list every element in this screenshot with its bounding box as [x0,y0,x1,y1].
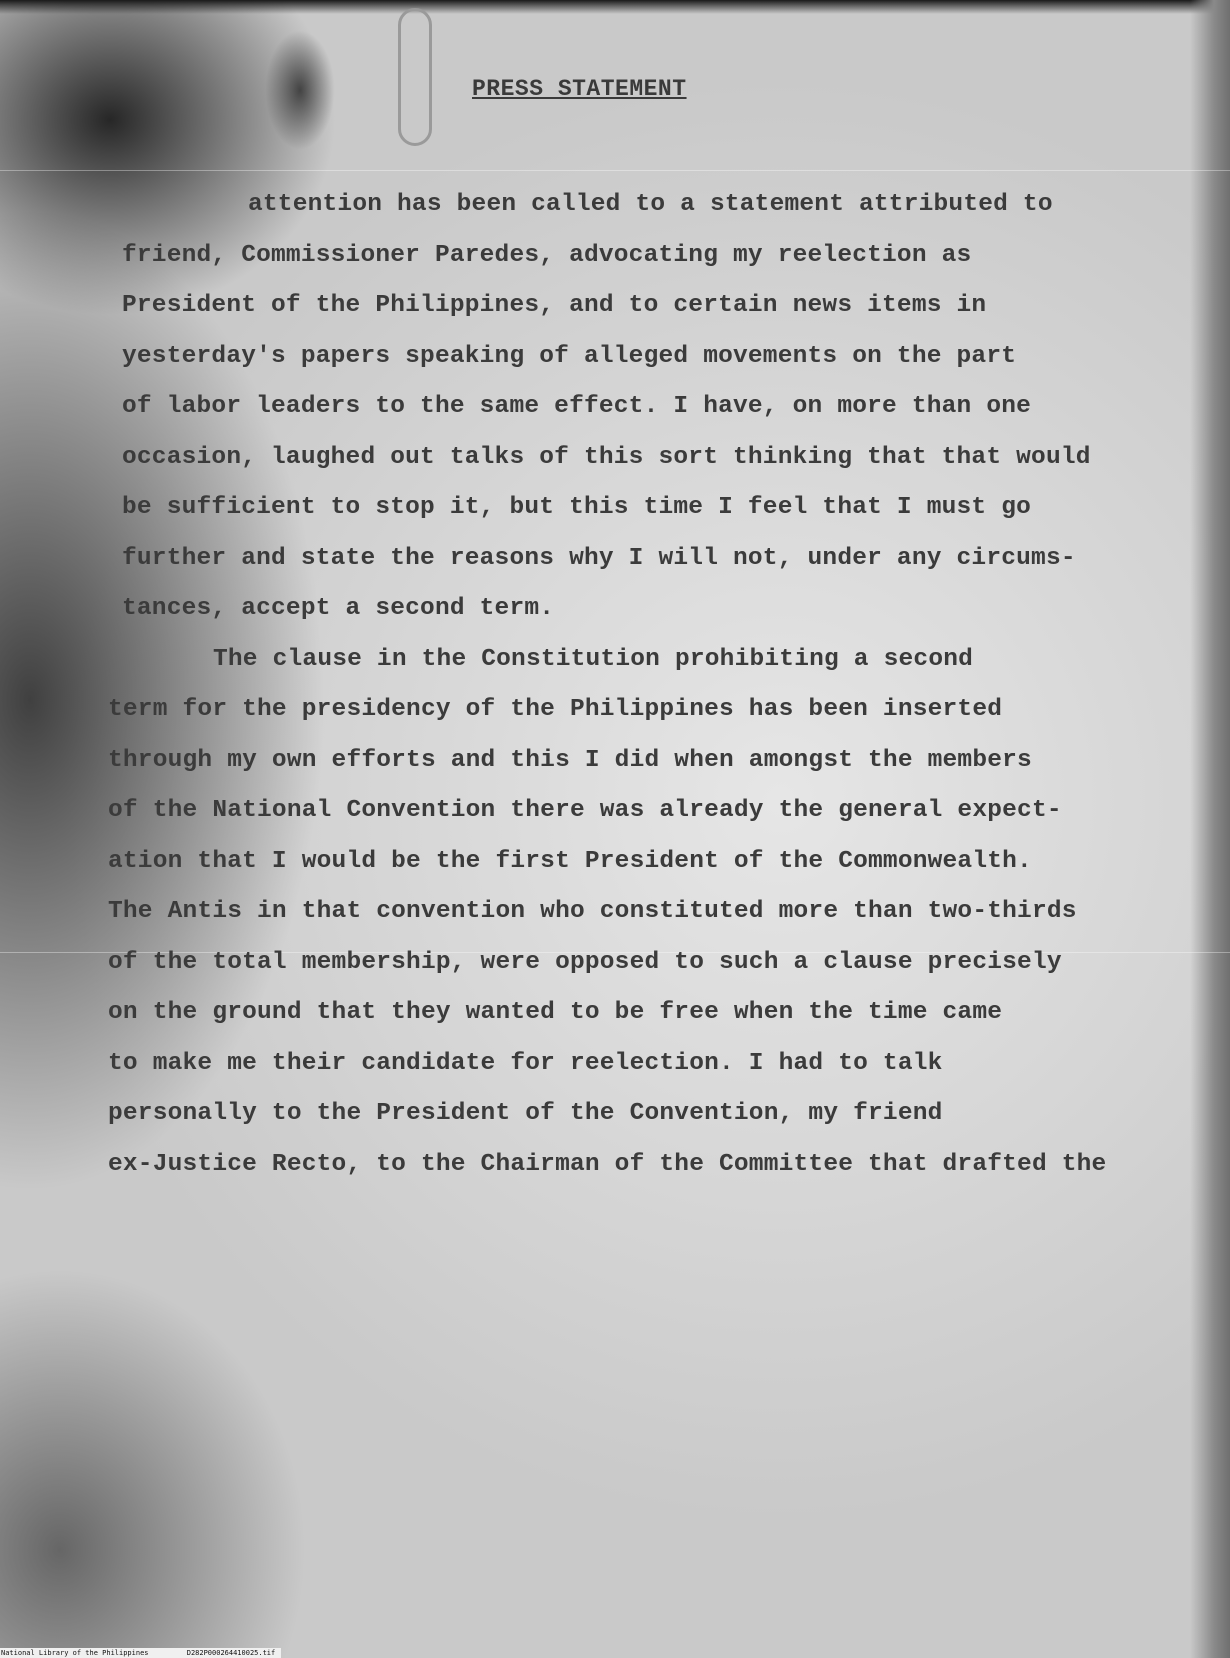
text-line: ex-Justice Recto, to the Chairman of the Committee that drafted the [108,1150,1107,1178]
paper-clip-icon [398,8,432,146]
fold-line [0,170,1230,171]
text-line: friend, Commissioner Paredes, advocating my reelection as [122,241,972,269]
text-line: be sufficient to stop it, but this time I feel that I must go [122,494,1032,521]
text-line: of the total membership, were opposed to such a clause precisely [108,948,1062,976]
text-line: tances, accept a second term. [122,595,555,622]
text-line: of the National Convention there was already the general expect- [108,797,1062,824]
text-line: The clause in the Constitution prohibiting a second [213,645,974,673]
text-line: personally to the President of the Convention, my friend [108,1100,943,1127]
text-line: to make me their candidate for reelection. I had to talk [108,1049,943,1077]
text-line: The Antis in that convention who constituted more than two-thirds [108,898,1077,925]
text-line: further and state the reasons why I will not, under any circums- [122,544,1076,572]
document-body [108,180,1203,1190]
text-line: through my own efforts and this I did when amongst the members [108,746,1032,774]
footer-file-id: D282P000264410025.tif [186,1649,276,1657]
paragraph-1 [108,180,1203,635]
text-line: President of the Philippines, and to certain news items in [122,292,987,319]
scan-top-shadow [0,0,1230,14]
clip-shadow [265,30,335,150]
text-line: yesterday's papers speaking of alleged movements on the part [122,342,1017,370]
text-line: of labor leaders to the same effect. I have, on more than one [122,393,1032,420]
text-line: occasion, laughed out talks of this sort thinking that that would [122,443,1091,471]
text-line: on the ground that they wanted to be free when the time came [108,999,1003,1026]
text-line: term for the presidency of the Philippines has been inserted [108,696,1003,723]
text-line: attention has been called to a statement attributed to [248,191,1053,218]
footer-library: National Library of the Philippines [1,1649,149,1657]
scan-footer-label [0,1648,281,1658]
document-title: PRESS STATEMENT [472,76,687,102]
text-line: ation that I would be the first President of the Commonwealth. [108,847,1032,875]
paragraph-2 [108,635,1203,1191]
